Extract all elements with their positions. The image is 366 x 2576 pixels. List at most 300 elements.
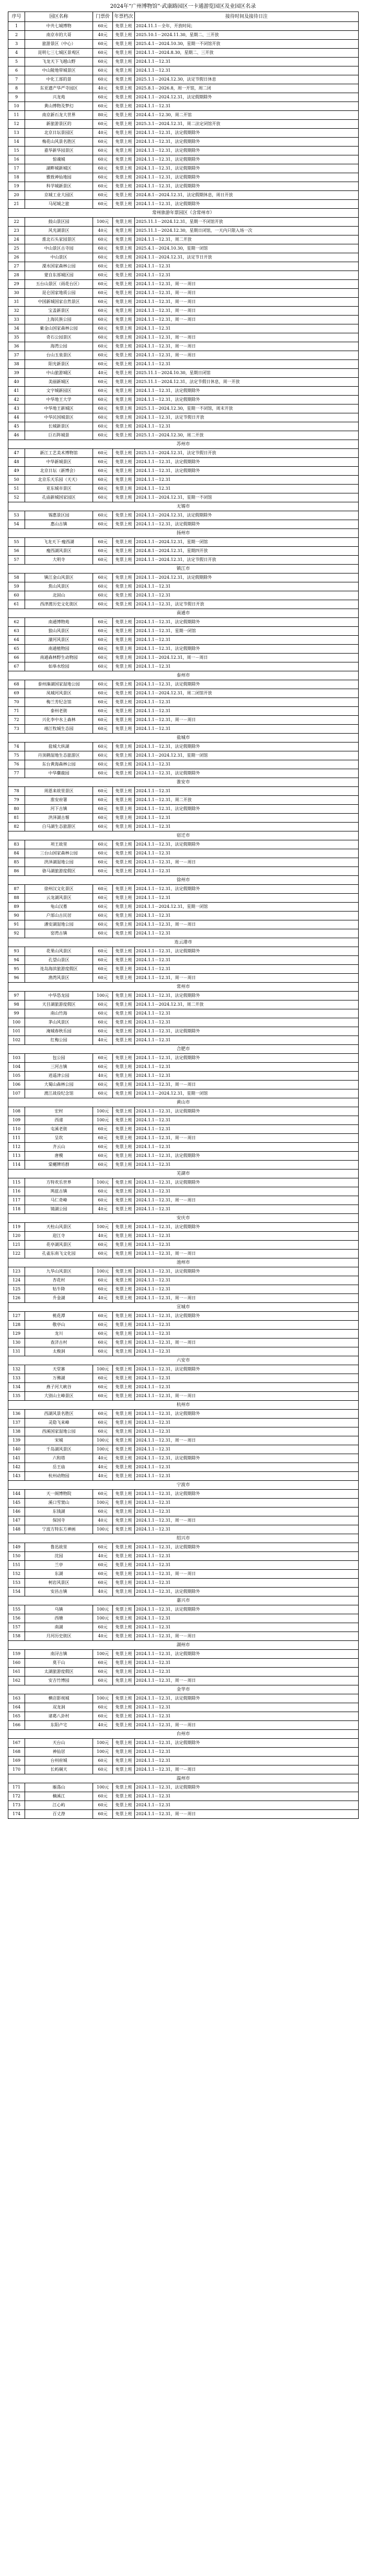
row-name: 南通博物苑 bbox=[25, 618, 93, 627]
table-row bbox=[8, 707, 359, 716]
row-hours: 2024.1.1－12.31，周一－周日 bbox=[135, 1677, 359, 1685]
region-label: 镇江市 bbox=[8, 565, 359, 573]
row-name: 昆明七三七城区景观区 bbox=[25, 49, 93, 58]
row-index: 101 bbox=[8, 1027, 25, 1036]
row-hours: 2024.1.1－12.31，周一－周日 bbox=[135, 1338, 359, 1347]
row-name: 户部山古民居 bbox=[25, 912, 93, 920]
row-price: 60元 bbox=[93, 244, 113, 253]
row-index: 50 bbox=[8, 476, 25, 485]
row-index: 118 bbox=[8, 1205, 25, 1214]
region-label: 常州市 bbox=[8, 983, 359, 992]
row-name: 宁波方特东方神画 bbox=[25, 1525, 93, 1534]
row-tier: 免票上班 bbox=[113, 298, 135, 307]
row-tier: 免票上班 bbox=[113, 1081, 135, 1089]
row-index: 152 bbox=[8, 1570, 25, 1579]
row-hours: 2024.1.1－12.31，法定假期除外 bbox=[135, 1267, 359, 1276]
row-price: 60元 bbox=[93, 66, 113, 75]
row-hours: 2024.1.1－12.31 bbox=[135, 271, 359, 280]
table-row bbox=[8, 1063, 359, 1072]
row-hours: 2024.1.1－12.31，法定假期除外 bbox=[135, 467, 359, 476]
row-name: 中华地王大学 bbox=[25, 396, 93, 404]
row-tier: 免票上班 bbox=[113, 903, 135, 912]
row-price: 60元 bbox=[93, 787, 113, 796]
row-hours: 2024.1.1－12.31 bbox=[135, 1063, 359, 1072]
row-price: 60元 bbox=[93, 929, 113, 938]
row-index: 18 bbox=[8, 173, 25, 182]
region-header-row bbox=[8, 609, 359, 618]
row-tier: 免票上班 bbox=[113, 396, 135, 404]
table-row bbox=[8, 1801, 359, 1810]
row-price: 60元 bbox=[93, 1792, 113, 1801]
row-index: 51 bbox=[8, 485, 25, 493]
row-index: 28 bbox=[8, 271, 25, 280]
table-row bbox=[8, 58, 359, 66]
row-hours: 2025.1.1－2024.12.30，星期一不闭馆，周末开放 bbox=[135, 404, 359, 413]
row-price: 60元 bbox=[93, 538, 113, 547]
row-tier: 免票上班 bbox=[113, 1748, 135, 1757]
row-name: 淮安府署 bbox=[25, 796, 93, 805]
row-index: 173 bbox=[8, 1801, 25, 1810]
row-price: 60元 bbox=[93, 511, 113, 520]
row-price: 100元 bbox=[93, 1267, 113, 1276]
row-hours: 2024.1.1－12.31 bbox=[135, 698, 359, 707]
table-row bbox=[8, 1810, 359, 1819]
row-index: 123 bbox=[8, 1267, 25, 1276]
row-name: 中华民国城景区 bbox=[25, 413, 93, 422]
row-index: 53 bbox=[8, 511, 25, 520]
row-index: 46 bbox=[8, 431, 25, 440]
table-row bbox=[8, 1739, 359, 1748]
row-tier: 免票上班 bbox=[113, 1721, 135, 1730]
region-label: 芜湖市 bbox=[8, 1169, 359, 1178]
table-row bbox=[8, 1392, 359, 1401]
row-name: 南湖 bbox=[25, 1623, 93, 1632]
row-tier: 免票上班 bbox=[113, 573, 135, 582]
row-name: 屯溪老街 bbox=[25, 1125, 93, 1134]
row-name: 骆马湖旅游度假区 bbox=[25, 867, 93, 876]
row-price: 40元 bbox=[93, 84, 113, 93]
row-index: 32 bbox=[8, 307, 25, 316]
table-row bbox=[8, 556, 359, 565]
row-name: 狼山风景区 bbox=[25, 627, 93, 636]
row-price: 60元 bbox=[93, 360, 113, 369]
row-price: 40元 bbox=[93, 369, 113, 378]
row-price: 60元 bbox=[93, 1161, 113, 1169]
row-hours: 2024.1.1－12.31 bbox=[135, 58, 359, 66]
row-tier: 免票上班 bbox=[113, 262, 135, 271]
row-price: 60元 bbox=[93, 316, 113, 324]
row-price: 60元 bbox=[93, 689, 113, 698]
table-row bbox=[8, 689, 359, 698]
row-name: 江心屿 bbox=[25, 1801, 93, 1810]
table-row bbox=[8, 147, 359, 155]
table-row bbox=[8, 449, 359, 458]
row-hours: 2024.1.1－12.31 bbox=[135, 1757, 359, 1765]
row-price: 60元 bbox=[93, 396, 113, 404]
row-index: 22 bbox=[8, 218, 25, 227]
row-tier: 免票上班 bbox=[113, 1330, 135, 1338]
table-row bbox=[8, 1250, 359, 1258]
row-price: 60元 bbox=[93, 1410, 113, 1419]
row-hours: 2024.1.1－12.31，周一－周日 bbox=[135, 280, 359, 289]
table-row bbox=[8, 1410, 359, 1419]
table-row bbox=[8, 1374, 359, 1383]
row-hours: 2024.1.1－12.31，法定节假日开放 bbox=[135, 413, 359, 422]
row-name: 南京市的大哥 bbox=[25, 31, 93, 40]
row-name: 南通森林野生动物园 bbox=[25, 654, 93, 662]
region-label: 嘉兴市 bbox=[8, 1596, 359, 1605]
table-body bbox=[8, 22, 359, 1819]
row-tier: 免票上班 bbox=[113, 823, 135, 831]
row-hours: 2024.1.1－2024.12.31，法定假期除外 bbox=[135, 573, 359, 582]
row-tier: 免票上班 bbox=[113, 22, 135, 31]
row-price: 60元 bbox=[93, 1312, 113, 1321]
row-name: 中山旅游城区 bbox=[25, 369, 93, 378]
row-index: 35 bbox=[8, 333, 25, 342]
table-row bbox=[8, 769, 359, 778]
row-index: 140 bbox=[8, 1445, 25, 1454]
row-index: 45 bbox=[8, 422, 25, 431]
table-row bbox=[8, 1081, 359, 1089]
row-tier: 免票上班 bbox=[113, 1561, 135, 1570]
table-row bbox=[8, 1463, 359, 1472]
table-row bbox=[8, 1223, 359, 1232]
row-name: 科学城新景区 bbox=[25, 182, 93, 191]
row-price: 100元 bbox=[93, 1748, 113, 1757]
row-tier: 免票上班 bbox=[113, 360, 135, 369]
row-index: 85 bbox=[8, 858, 25, 867]
row-index: 58 bbox=[8, 573, 25, 582]
table-row bbox=[8, 40, 359, 49]
row-hours: 2024.11.1－全年，开放时间； bbox=[135, 22, 359, 31]
row-price: 100元 bbox=[93, 1223, 113, 1232]
row-price: 60元 bbox=[93, 760, 113, 769]
row-name: 奇石公园景区 bbox=[25, 333, 93, 342]
row-hours: 2024.1.1－12.31 bbox=[135, 1036, 359, 1045]
row-index: 41 bbox=[8, 387, 25, 396]
row-index: 42 bbox=[8, 396, 25, 404]
row-price: 60元 bbox=[93, 1330, 113, 1338]
row-tier: 免票上班 bbox=[113, 1419, 135, 1427]
row-price: 60元 bbox=[93, 1765, 113, 1774]
row-hours: 2024.1.1－12.31，法定假期除外 bbox=[135, 138, 359, 147]
row-tier: 免票上班 bbox=[113, 280, 135, 289]
table-row bbox=[8, 485, 359, 493]
table-row bbox=[8, 840, 359, 849]
row-index: 6 bbox=[8, 66, 25, 75]
row-name: 南通植物园 bbox=[25, 645, 93, 654]
row-index: 154 bbox=[8, 1588, 25, 1596]
row-tier: 免票上班 bbox=[113, 58, 135, 66]
row-tier: 免票上班 bbox=[113, 618, 135, 627]
row-hours: 2024.1.1－12.31，法定假期除外 bbox=[135, 618, 359, 627]
region-header-row bbox=[8, 1303, 359, 1312]
row-hours: 2024.1.1－12.31，法定假期除外 bbox=[135, 387, 359, 396]
document-title: 2024年“广州博物馆”·武康路园区一卡通游览园区及业园区名录 bbox=[110, 4, 256, 9]
table-row bbox=[8, 1765, 359, 1774]
row-hours: 2024.1.1－12.31，法定假期除外 bbox=[135, 147, 359, 155]
row-price: 60元 bbox=[93, 1712, 113, 1721]
row-tier: 免票上班 bbox=[113, 1072, 135, 1081]
row-name: 月河历史街区 bbox=[25, 1632, 93, 1641]
row-hours: 2024.1.1－12.31，法定假期除外 bbox=[135, 182, 359, 191]
row-name: 紫金山国家森林公园 bbox=[25, 324, 93, 333]
row-name: 阳光新景区 bbox=[25, 360, 93, 369]
row-name: 九华山风景区 bbox=[25, 1267, 93, 1276]
row-index: 88 bbox=[8, 894, 25, 903]
table-row bbox=[8, 591, 359, 600]
row-index: 13 bbox=[8, 129, 25, 138]
row-index: 14 bbox=[8, 138, 25, 147]
row-tier: 免票上班 bbox=[113, 1267, 135, 1276]
row-index: 146 bbox=[8, 1508, 25, 1516]
row-index: 147 bbox=[8, 1516, 25, 1525]
row-price: 60元 bbox=[93, 58, 113, 66]
table-row bbox=[8, 1783, 359, 1792]
row-hours: 2024.1.1－12.31，周二开放 bbox=[135, 796, 359, 805]
row-name: 安昌古镇 bbox=[25, 1588, 93, 1596]
row-name: 查济古村 bbox=[25, 1338, 93, 1347]
table-row bbox=[8, 66, 359, 75]
row-tier: 免票上班 bbox=[113, 1579, 135, 1588]
row-price: 60元 bbox=[93, 1321, 113, 1330]
row-name: 项王故里 bbox=[25, 840, 93, 849]
row-index: 90 bbox=[8, 912, 25, 920]
row-tier: 免票上班 bbox=[113, 1614, 135, 1623]
table-row bbox=[8, 1330, 359, 1338]
row-hours: 2024.1.1－12.31 bbox=[135, 965, 359, 974]
row-index: 160 bbox=[8, 1659, 25, 1668]
row-name: 黄山博物及梦幻 bbox=[25, 102, 93, 111]
row-index: 131 bbox=[8, 1347, 25, 1356]
row-name: 北京日坛（新博会） bbox=[25, 467, 93, 476]
row-price: 60元 bbox=[93, 1561, 113, 1570]
row-tier: 免票上班 bbox=[113, 591, 135, 600]
row-tier: 免票上班 bbox=[113, 992, 135, 1000]
row-name: 上海民族公园 bbox=[25, 316, 93, 324]
table-row bbox=[8, 1703, 359, 1712]
row-hours: 2025.1.1－2024.12.31，法定节假日开放 bbox=[135, 449, 359, 458]
row-tier: 免票上班 bbox=[113, 707, 135, 716]
row-price: 60元 bbox=[93, 93, 113, 102]
row-hours: 2024.1.1－12.31 bbox=[135, 1508, 359, 1516]
row-hours: 2024.1.1－2024.12.31，法定节假日开放 bbox=[135, 556, 359, 565]
row-index: 69 bbox=[8, 689, 25, 698]
row-tier: 免票上班 bbox=[113, 947, 135, 956]
row-tier: 免票上班 bbox=[113, 1178, 135, 1187]
row-hours: 2024.1.1－12.31 bbox=[135, 66, 359, 75]
row-tier: 免票上班 bbox=[113, 974, 135, 983]
row-name: 窑湾古镇 bbox=[25, 929, 93, 938]
row-name: 兴化李中水上森林 bbox=[25, 716, 93, 725]
row-hours: 2024.1.1－12.31 bbox=[135, 1659, 359, 1668]
table-row bbox=[8, 1000, 359, 1009]
row-index: 54 bbox=[8, 520, 25, 529]
row-tier: 免票上班 bbox=[113, 75, 135, 84]
table-row bbox=[8, 1677, 359, 1685]
row-name: 包公园 bbox=[25, 1054, 93, 1063]
region-label: 绍兴市 bbox=[8, 1534, 359, 1543]
table-row bbox=[8, 191, 359, 200]
row-tier: 免票上班 bbox=[113, 1436, 135, 1445]
row-name: 百丈漈 bbox=[25, 1810, 93, 1819]
table-row bbox=[8, 324, 359, 333]
row-index: 74 bbox=[8, 743, 25, 751]
row-index: 3 bbox=[8, 40, 25, 49]
row-hours: 2025.11.1－2024.12.31，星期一不闭馆开放 bbox=[135, 218, 359, 227]
region-header-row bbox=[8, 1730, 359, 1739]
row-hours: 2024.1.1－12.31 bbox=[135, 262, 359, 271]
row-index: 158 bbox=[8, 1632, 25, 1641]
table-row bbox=[8, 1285, 359, 1294]
row-hours: 2024.1.1－12.31 bbox=[135, 360, 359, 369]
row-name: 湖畔城新城区 bbox=[25, 164, 93, 173]
row-tier: 免票上班 bbox=[113, 1347, 135, 1356]
row-price: 100元 bbox=[93, 1107, 113, 1116]
row-tier: 免票上班 bbox=[113, 956, 135, 965]
row-price: 60元 bbox=[93, 40, 113, 49]
row-index: 12 bbox=[8, 120, 25, 129]
row-tier: 免票上班 bbox=[113, 253, 135, 262]
region-label: 南通市 bbox=[8, 609, 359, 618]
row-hours: 2024.1.1－12.31 bbox=[135, 956, 359, 965]
row-price: 60元 bbox=[93, 1801, 113, 1810]
region-header-row bbox=[8, 1356, 359, 1365]
row-price: 60元 bbox=[93, 600, 113, 609]
row-tier: 免票上班 bbox=[113, 485, 135, 493]
row-hours: 2024.1.1－2024.12.31，周二开放 bbox=[135, 1000, 359, 1009]
row-tier: 免票上班 bbox=[113, 164, 135, 173]
row-hours: 2024.1.1－12.31 bbox=[135, 1383, 359, 1392]
row-hours: 2024.1.1－2024.8.30，星期二、三开放 bbox=[135, 49, 359, 58]
row-name: 双龙洞 bbox=[25, 1703, 93, 1712]
row-index: 98 bbox=[8, 1000, 25, 1009]
row-price: 60元 bbox=[93, 707, 113, 716]
row-tier: 免票上班 bbox=[113, 289, 135, 298]
row-tier: 免票上班 bbox=[113, 636, 135, 645]
row-index: 9 bbox=[8, 93, 25, 102]
row-hours: 2024.1.1－12.31 bbox=[135, 1525, 359, 1534]
row-price: 40元 bbox=[93, 227, 113, 235]
row-price: 100元 bbox=[93, 1365, 113, 1374]
table-row bbox=[8, 1134, 359, 1143]
row-name: 飞龙天下飞越山野 bbox=[25, 58, 93, 66]
row-index: 121 bbox=[8, 1241, 25, 1250]
row-name: 燕子河大峡谷 bbox=[25, 1383, 93, 1392]
row-hours: 2024.1.1－12.31 bbox=[135, 1419, 359, 1427]
table-row bbox=[8, 600, 359, 609]
table-row bbox=[8, 1490, 359, 1499]
row-name: 淹城春秋乐园 bbox=[25, 1027, 93, 1036]
row-hours: 2024.1.1－12.31 bbox=[135, 1321, 359, 1330]
row-name: 北京乐天乐园（天天） bbox=[25, 476, 93, 485]
row-price: 40元 bbox=[93, 1552, 113, 1561]
row-hours: 2024.1.1－12.31，周一－周日 bbox=[135, 1721, 359, 1730]
table-row bbox=[8, 271, 359, 280]
row-price: 60元 bbox=[93, 485, 113, 493]
table-row bbox=[8, 1178, 359, 1187]
region-header-row bbox=[8, 440, 359, 449]
row-name: 中山景区古寺园 bbox=[25, 244, 93, 253]
row-name: 牯牛降 bbox=[25, 1285, 93, 1294]
row-index: 49 bbox=[8, 467, 25, 476]
row-tier: 免票上班 bbox=[113, 858, 135, 867]
table-row bbox=[8, 253, 359, 262]
row-hours: 2024.1.1－12.31，周一－周日 bbox=[135, 1081, 359, 1089]
row-name: 大别山主峰景区 bbox=[25, 1392, 93, 1401]
row-index: 129 bbox=[8, 1330, 25, 1338]
table-row bbox=[8, 654, 359, 662]
table-row bbox=[8, 867, 359, 876]
row-hours: 2024.1.1－12.31，法定假期除外 bbox=[135, 396, 359, 404]
row-hours: 2024.1.1－12.31 bbox=[135, 1623, 359, 1632]
row-hours: 2024.1.1－12.31 bbox=[135, 591, 359, 600]
row-hours: 2024.1.1－12.31，周一－周日 bbox=[135, 1134, 359, 1143]
table-row bbox=[8, 307, 359, 316]
row-index: 143 bbox=[8, 1472, 25, 1481]
row-hours: 2024.1.1－12.31，法定假期除外 bbox=[135, 1605, 359, 1614]
region-label: 黄山市 bbox=[8, 1098, 359, 1107]
row-index: 144 bbox=[8, 1490, 25, 1499]
row-index: 30 bbox=[8, 289, 25, 298]
table-row bbox=[8, 1143, 359, 1152]
row-name: 方特欢乐世界 bbox=[25, 1178, 93, 1187]
row-hours: 2025.8.1－2026.8，周一开馆，周二闭 bbox=[135, 84, 359, 93]
region-label: 宣城市 bbox=[8, 1303, 359, 1312]
row-hours: 2025.11.1－2024.12.30，星期日闭馆，一天内只限入场一次 bbox=[135, 227, 359, 235]
row-tier: 免票上班 bbox=[113, 929, 135, 938]
row-price: 60元 bbox=[93, 351, 113, 360]
row-index: 31 bbox=[8, 298, 25, 307]
row-hours: 2024.1.1－12.31 bbox=[135, 662, 359, 671]
row-tier: 免票上班 bbox=[113, 227, 135, 235]
row-price: 60元 bbox=[93, 573, 113, 582]
row-hours: 2024.1.1－12.31 bbox=[135, 1009, 359, 1018]
header-price: 门票价 bbox=[93, 12, 113, 22]
row-price: 100元 bbox=[93, 1178, 113, 1187]
row-tier: 免票上班 bbox=[113, 654, 135, 662]
row-hours: 2024.1.1－12.31 bbox=[135, 102, 359, 111]
region-header-row bbox=[8, 671, 359, 680]
region-label: 金华市 bbox=[8, 1685, 359, 1694]
row-tier: 免票上班 bbox=[113, 1712, 135, 1721]
row-index: 34 bbox=[8, 324, 25, 333]
row-name: 连岛海滨旅游度假区 bbox=[25, 965, 93, 974]
row-tier: 免票上班 bbox=[113, 1009, 135, 1018]
row-tier: 免票上班 bbox=[113, 1205, 135, 1214]
row-hours: 2024.1.1－12.31，法定假期除外 bbox=[135, 129, 359, 138]
region-label: 六安市 bbox=[8, 1356, 359, 1365]
row-name: 北固山 bbox=[25, 591, 93, 600]
row-name: 文字城新园区 bbox=[25, 387, 93, 396]
row-price: 60元 bbox=[93, 662, 113, 671]
table-row bbox=[8, 1694, 359, 1703]
row-price: 60元 bbox=[93, 636, 113, 645]
row-name: 镜湖公园 bbox=[25, 1205, 93, 1214]
table-row bbox=[8, 680, 359, 689]
row-index: 63 bbox=[8, 627, 25, 636]
table-row bbox=[8, 903, 359, 912]
row-hours: 2024.1.1－12.31，周一－周日 bbox=[135, 1516, 359, 1525]
row-tier: 免票上班 bbox=[113, 662, 135, 671]
row-hours: 2024.1.1－12.31，周一－周日 bbox=[135, 858, 359, 867]
table-row bbox=[8, 1089, 359, 1098]
row-name: 如皋水绘园 bbox=[25, 662, 93, 671]
row-hours: 2024.1.1－2024.12.31，法定假期除外 bbox=[135, 93, 359, 102]
row-index: 168 bbox=[8, 1748, 25, 1757]
row-price: 60元 bbox=[93, 449, 113, 458]
row-index: 48 bbox=[8, 458, 25, 467]
